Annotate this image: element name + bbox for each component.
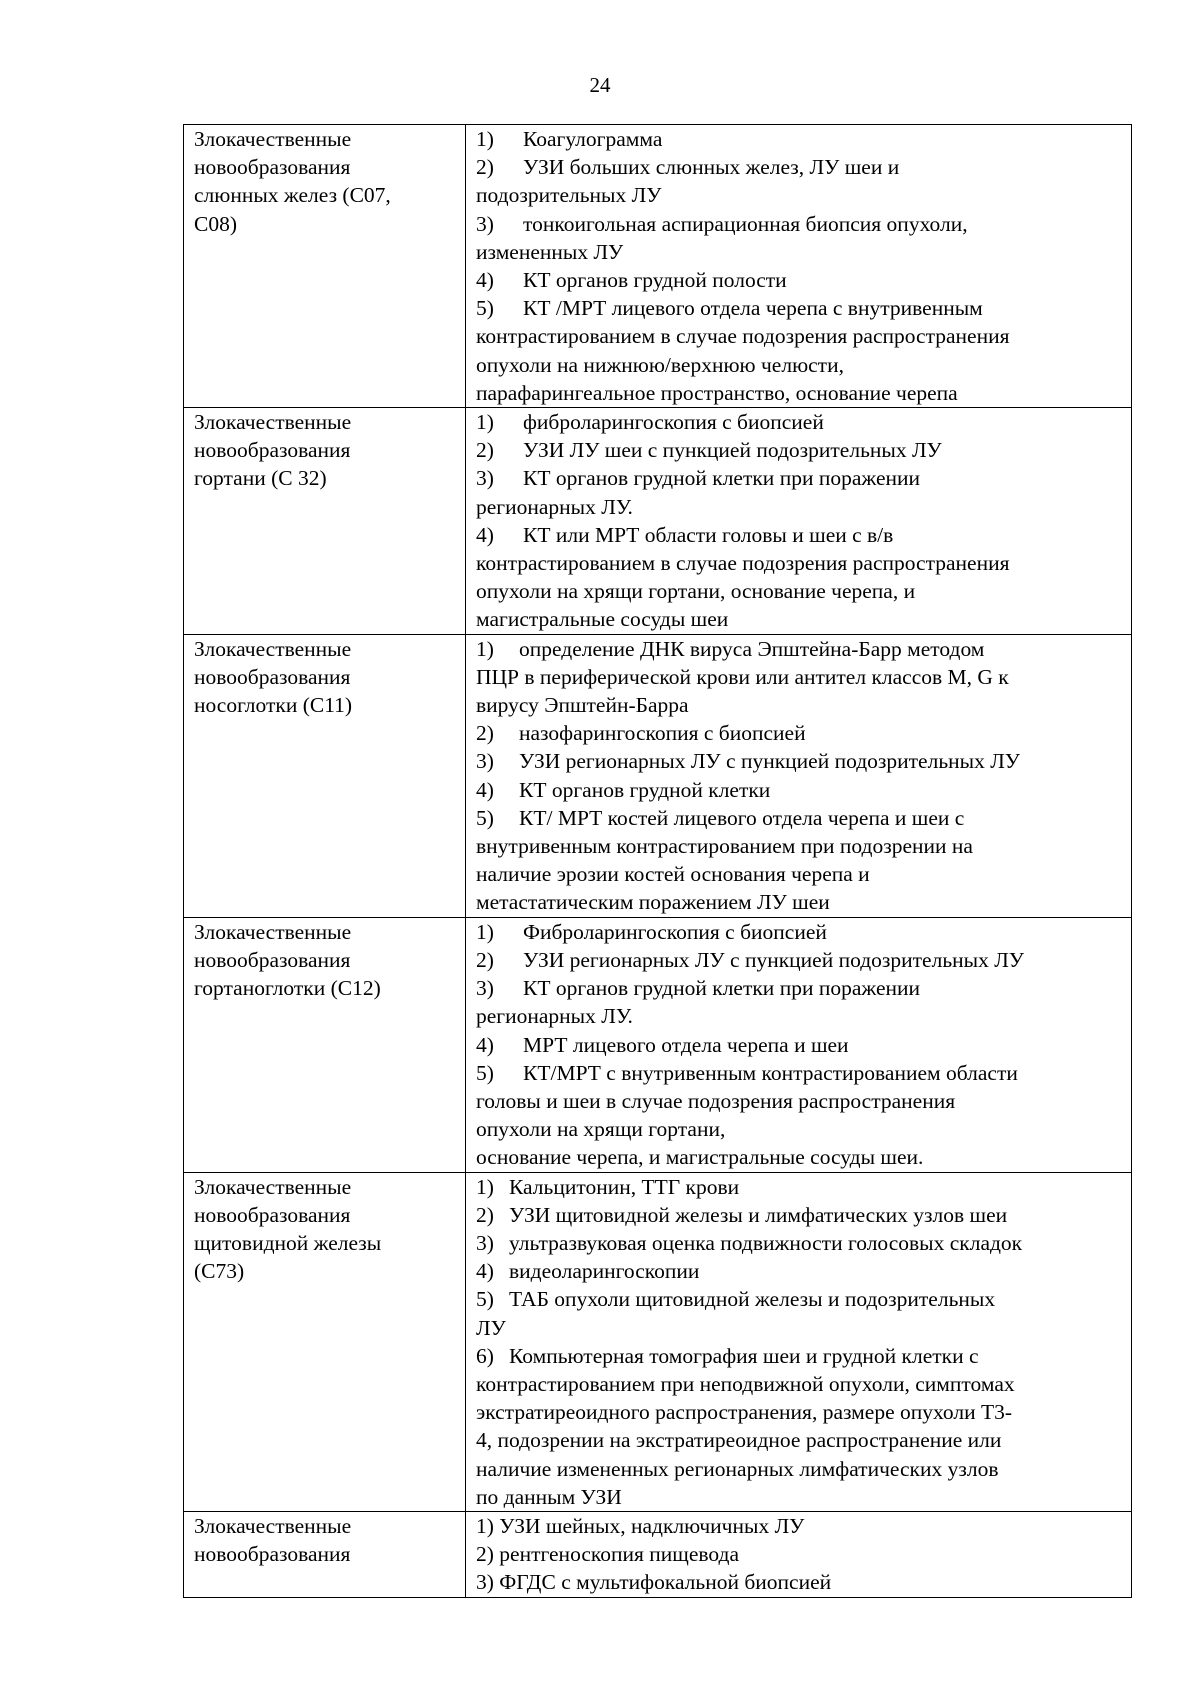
examination-line [476, 577, 1131, 605]
item-text: Кальцитонин, ТТГ крови [509, 1174, 740, 1199]
item-number: 4) [476, 268, 494, 293]
examination-line [476, 776, 1131, 804]
condition-text: Злокачественные [194, 1174, 352, 1199]
examination-line [476, 549, 1131, 577]
item-text: контрастированием в случае подозрения распространения [476, 551, 1010, 576]
examination-line [476, 436, 1131, 464]
item-number: 5) [476, 1287, 494, 1312]
item-number: 4) [476, 522, 494, 547]
examination-line [476, 464, 1131, 492]
table-row [184, 1511, 1132, 1597]
item-number: 1) [476, 127, 494, 151]
item-text: 3) ФГДС с мультифокальной биопсией [476, 1570, 832, 1595]
examination-line [476, 1002, 1131, 1030]
condition-text: (С73) [194, 1259, 245, 1284]
item-number: 5) [476, 296, 494, 321]
examination-line [476, 1568, 1131, 1596]
item-number: 3) [476, 976, 494, 1001]
item-number: 1) [476, 410, 494, 435]
examination-line [476, 294, 1131, 322]
item-text: внутривенным контрастированием при подозрении на [476, 834, 973, 859]
item-text: по данным УЗИ [476, 1484, 622, 1509]
item-text: измененных ЛУ [476, 239, 624, 264]
examination-line [476, 946, 1131, 974]
examination-line [476, 408, 1131, 436]
table-row [184, 1172, 1132, 1511]
condition-cell [184, 408, 466, 635]
item-text: КТ органов грудной клетки [519, 777, 771, 802]
examination-line [476, 1143, 1131, 1171]
examination-line [476, 493, 1131, 521]
examination-line [476, 1398, 1131, 1426]
condition-text: Злокачественные [194, 1513, 352, 1538]
examination-line [476, 153, 1131, 181]
examination-line [476, 605, 1131, 633]
examination-line [476, 266, 1131, 294]
examination-line [476, 1257, 1131, 1285]
item-number: 3) [476, 749, 494, 774]
item-number: 3) [476, 1230, 494, 1255]
item-text: регионарных ЛУ. [476, 494, 633, 519]
examination-line [476, 1201, 1131, 1229]
item-number: 3) [476, 466, 494, 491]
item-text: регионарных ЛУ. [476, 1004, 633, 1029]
item-text: УЗИ регионарных ЛУ с пункцией подозрительных ЛУ [523, 947, 1025, 972]
item-text: тонкоигольная аспирационная биопсия опухоли, [523, 211, 968, 236]
page-number: 24 [589, 73, 611, 97]
examination-line [476, 181, 1131, 209]
item-text: наличие измененных регионарных лимфатических узлов [476, 1456, 999, 1481]
examination-line [476, 1059, 1131, 1087]
examination-line [476, 351, 1131, 379]
examination-line [476, 1087, 1131, 1115]
table-row [184, 125, 1132, 408]
condition-cell [184, 1511, 466, 1597]
examination-line [476, 1483, 1131, 1511]
examination-line [476, 210, 1131, 238]
item-text: определение ДНК вируса Эпштейна-Барр методом [519, 636, 985, 661]
examination-cell [466, 1511, 1132, 1597]
condition-text: щитовидной железы [194, 1230, 382, 1255]
item-text: наличие эрозии костей основания черепа и [476, 862, 870, 887]
examination-line [476, 635, 1131, 663]
item-number: 1) [476, 636, 494, 661]
examination-line [476, 1540, 1131, 1568]
examination-line [476, 804, 1131, 832]
condition-text: гортани (С 32) [194, 466, 327, 491]
examination-line [476, 719, 1131, 747]
item-text: КТ/МРТ с внутривенным контрастированием области [523, 1060, 1018, 1085]
item-text: 1) УЗИ шейных, надключичных ЛУ [476, 1513, 805, 1538]
condition-text: C08) [194, 211, 237, 236]
item-text: парафарингеальное пространство, основание черепа [476, 380, 958, 405]
item-text: КТ органов грудной полости [523, 268, 787, 293]
condition-text: новообразования [194, 155, 351, 180]
item-text: фиброларингоскопия с биопсией [523, 410, 824, 435]
item-text: КТ органов грудной клетки при поражении [523, 976, 921, 1001]
table-row [184, 408, 1132, 635]
item-text: Коагулограмма [523, 127, 663, 151]
examination-line [476, 1512, 1131, 1540]
condition-cell [184, 125, 466, 408]
item-number: 3) [476, 211, 494, 236]
item-text: УЗИ регионарных ЛУ с пункцией подозрительных ЛУ [519, 749, 1021, 774]
condition-text: Злокачественные [194, 410, 352, 435]
item-text: КТ/ МРТ костей лицевого отдела черепа и шеи с [519, 805, 965, 830]
item-text: назофарингоскопия с биопсией [519, 721, 806, 746]
item-text: контрастированием при неподвижной опухоли, симптомах [476, 1371, 1015, 1396]
condition-cell [184, 634, 466, 917]
item-text: опухоли на хрящи гортани, основание черепа, и [476, 579, 916, 604]
examination-line [476, 663, 1131, 691]
condition-cell [184, 1172, 466, 1511]
examination-line [476, 521, 1131, 549]
item-text: ТАБ опухоли щитовидной железы и подозрительных [509, 1287, 996, 1312]
condition-text: Злокачественные [194, 127, 352, 151]
examination-line [476, 1370, 1131, 1398]
item-text: опухоли на хрящи гортани, [476, 1117, 726, 1142]
examination-line [476, 125, 1131, 153]
examination-line [476, 1229, 1131, 1257]
item-number: 5) [476, 1060, 494, 1085]
examination-line [476, 1031, 1131, 1059]
examination-cell [466, 917, 1132, 1172]
item-text: ЛУ [476, 1315, 506, 1340]
item-text: Фиброларингоскопия с биопсией [523, 919, 827, 944]
item-text: ультразвуковая оценка подвижности голосовых складок [509, 1230, 1023, 1255]
item-number: 2) [476, 947, 494, 972]
examination-line [476, 1342, 1131, 1370]
item-number: 2) [476, 1202, 494, 1227]
item-text: экстратиреоидного распространения, размере опухоли Т3- [476, 1400, 1013, 1425]
table-row [184, 634, 1132, 917]
item-text: УЗИ больших слюнных желез, ЛУ шеи и [523, 155, 900, 180]
item-text: КТ или МРТ области головы и шеи с в/в [523, 522, 894, 547]
condition-text: новообразования [194, 664, 351, 689]
item-number: 4) [476, 777, 494, 802]
item-text: вирусу Эпштейн-Барра [476, 693, 689, 718]
item-number: 2) [476, 721, 494, 746]
condition-text: Злокачественные [194, 919, 352, 944]
examination-line [476, 747, 1131, 775]
condition-text: новообразования [194, 1202, 351, 1227]
item-text: метастатическим поражением ЛУ шеи [476, 890, 830, 915]
item-text: КТ органов грудной клетки при поражении [523, 466, 921, 491]
condition-text: носоглотки (С11) [194, 693, 353, 718]
examination-line [476, 1115, 1131, 1143]
item-text: видеоларингоскопии [509, 1259, 700, 1284]
examination-line [476, 1426, 1131, 1454]
item-text: ПЦР в периферической крови или антител классов M, G к [476, 664, 1009, 689]
condition-text: гортаноглотки (С12) [194, 976, 381, 1001]
item-number: 4) [476, 1259, 494, 1284]
item-text: магистральные сосуды шеи [476, 607, 729, 632]
examination-line [476, 238, 1131, 266]
condition-text: Злокачественные [194, 636, 352, 661]
examination-cell [466, 125, 1132, 408]
item-text: КТ /МРТ лицевого отдела черепа с внутривенным [523, 296, 983, 321]
item-text: УЗИ щитовидной железы и лимфатических узлов шеи [509, 1202, 1008, 1227]
condition-text: новообразования [194, 1542, 351, 1567]
item-text: 4, подозрении на экстратиреоидное распространение или [476, 1428, 1002, 1453]
examination-line [476, 832, 1131, 860]
item-text: МРТ лицевого отдела черепа и шеи [523, 1032, 849, 1057]
examination-line [476, 322, 1131, 350]
item-text: основание черепа, и магистральные сосуды шеи. [476, 1145, 924, 1170]
item-number: 4) [476, 1032, 494, 1057]
condition-cell [184, 917, 466, 1172]
item-number: 2) [476, 438, 494, 463]
examination-line [476, 1455, 1131, 1483]
examination-line [476, 888, 1131, 916]
item-number: 5) [476, 805, 494, 830]
examination-line [476, 379, 1131, 407]
examination-line [476, 1285, 1131, 1313]
item-number: 1) [476, 1174, 494, 1199]
item-number: 1) [476, 919, 494, 944]
item-number: 2) [476, 155, 494, 180]
condition-text: слюнных желез (C07, [194, 183, 391, 208]
item-text: 2) рентгеноскопия пищевода [476, 1542, 739, 1567]
item-text: Компьютерная томография шеи и грудной клетки с [509, 1343, 979, 1368]
item-text: УЗИ ЛУ шеи с пункцией подозрительных ЛУ [523, 438, 942, 463]
examination-cell [466, 634, 1132, 917]
examination-line [476, 860, 1131, 888]
examination-line [476, 691, 1131, 719]
table-body [184, 125, 1132, 1598]
examination-line [476, 1173, 1131, 1201]
item-text: контрастированием в случае подозрения распространения [476, 324, 1010, 349]
examination-line [476, 918, 1131, 946]
condition-text: новообразования [194, 947, 351, 972]
item-text: головы и шеи в случае подозрения распространения [476, 1088, 956, 1113]
examination-line [476, 1314, 1131, 1342]
item-text: подозрительных ЛУ [476, 183, 662, 208]
examination-line [476, 974, 1131, 1002]
condition-text: новообразования [194, 438, 351, 463]
examination-cell [466, 1172, 1132, 1511]
item-text: опухоли на нижнюю/верхнюю челюсти, [476, 352, 844, 377]
diagnostics-table [183, 124, 1132, 1598]
table-row [184, 917, 1132, 1172]
item-number: 6) [476, 1343, 494, 1368]
examination-cell [466, 408, 1132, 635]
